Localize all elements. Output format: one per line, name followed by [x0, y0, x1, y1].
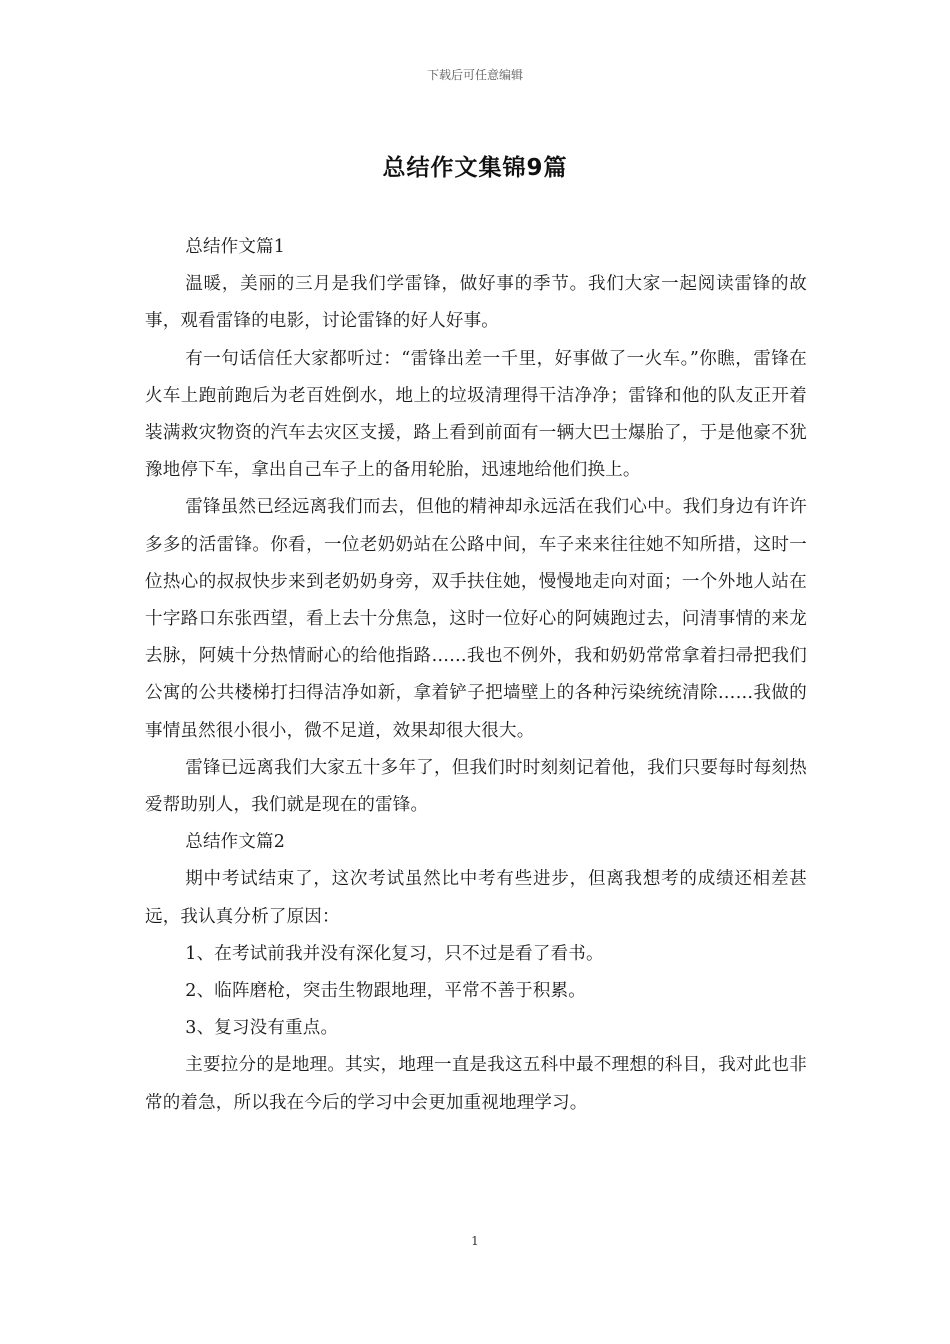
page-header: 下载后可任意编辑 — [426, 68, 523, 82]
list-item: 2、临阵磨枪，突击生物跟地理，平常不善于积累。 — [185, 981, 586, 1002]
page-number: 1 — [471, 1234, 479, 1248]
paragraph: 有一句话信任大家都听过：“雷锋出差一千里，好事做了一火车。”你瞧，雷锋在火车上跑前跑后为老百姓倒水，地上的垃圾清理得干洁净净；雷锋和他的队友正开着装满救灾物资的汽车去灾区支援，路上看到前面有一辆大巴士爆胎了，于是他豪不犹豫地停下车，拿出自己车子上的备用轮胎，迅速地给他们换上。 — [145, 348, 807, 481]
list-item: 1、在考试前我并没有深化复习，只不过是看了看书。 — [185, 943, 604, 964]
section-heading-1: 总结作文篇1 — [185, 237, 286, 257]
paragraph: 雷锋已远离我们大家五十多年了，但我们时时刻刻记着他，我们只要每时每刻热爱帮助别人，我们就是现在的雷锋。 — [145, 757, 807, 816]
section-heading-2: 总结作文篇2 — [185, 832, 286, 853]
paragraph: 雷锋虽然已经远离我们而去，但他的精神却永远活在我们心中。我们身边有许许多多的活雷锋。你看，一位老奶奶站在公路中间，车子来来往往她不知所措，这时一位热心的叔叔快步来到老奶奶身旁，双手扶住她，慢慢地走向对面；一个外地人站在十字路口东张西望，看上去十分焦急，这时一位好心的阿姨跑过去，问清事情的来龙去脉，阿姨十分热情耐心的给他指路……我也不例外，我和奶奶常常拿着扫帚把我们公寓的公共楼梯打扫得洁净如新，拿着铲子把墙壁上的各种污染统统清除……我做的事情虽然很小很小，微不足道，效果却很大很大。 — [145, 497, 807, 741]
paragraph: 温暖，美丽的三月是我们学雷锋，做好事的季节。我们大家一起阅读雷锋的故事，观看雷锋的电影，讨论雷锋的好人好事。 — [145, 274, 807, 332]
paragraph: 主要拉分的是地理。其实，地理一直是我这五科中最不理想的科目，我对此也非常的着急，所以我在今后的学习中会更加重视地理学习。 — [145, 1055, 807, 1113]
document-body — [145, 229, 807, 1122]
list-item: 3、复习没有重点。 — [185, 1018, 339, 1039]
document-title: 总结作文集锦9篇 — [382, 155, 568, 181]
paragraph: 期中考试结束了，这次考试虽然比中考有些进步，但离我想考的成绩还相差甚远，我认真分析了原因： — [145, 869, 807, 927]
